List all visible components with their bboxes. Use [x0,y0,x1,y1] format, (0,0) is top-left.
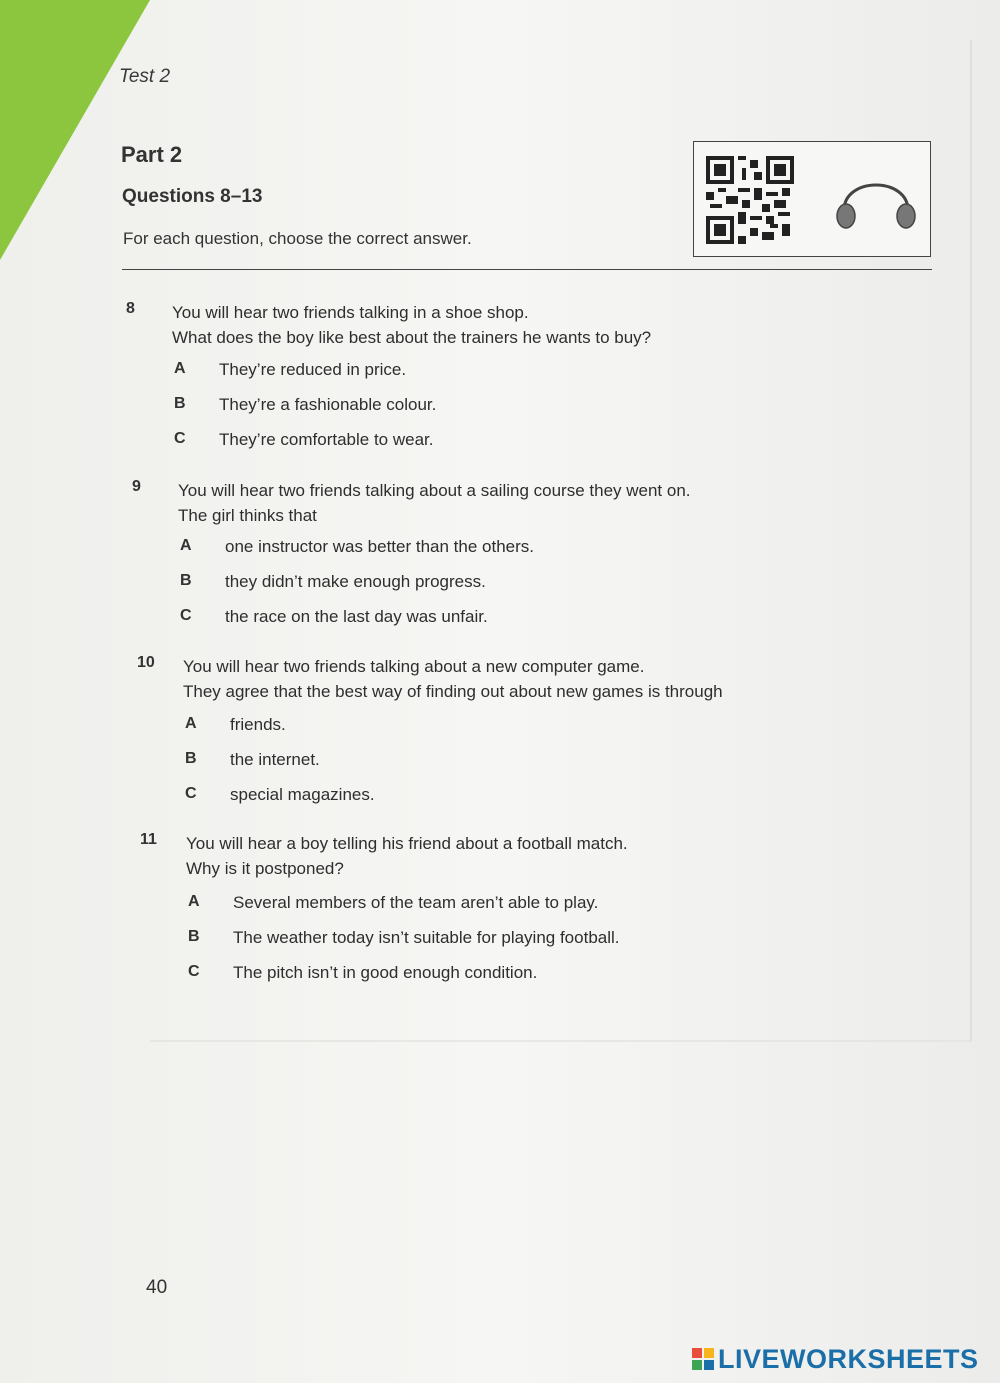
question-line-1: You will hear two friends talking about a sailing course they went on. [178,481,691,500]
option-text: The pitch isn’t in good enough condition. [233,963,538,982]
question-line-1: You will hear a boy telling his friend about a football match. [186,834,628,853]
question-line-2: What does the boy like best about the trainers he wants to buy? [172,328,652,347]
header-divider [122,269,932,270]
option-text: They’re reduced in price. [219,360,407,379]
liveworksheets-logo-icon [692,1348,714,1370]
option-letter: B [174,395,186,412]
running-head: Test 2 [119,66,171,87]
option-letter: A [174,360,186,377]
question-number: 9 [132,478,141,495]
question-line-2: They agree that the best way of finding out about new games is through [183,682,723,701]
qr-code-icon[interactable] [706,156,794,244]
option-letter: A [188,893,200,910]
headphones-icon [834,162,918,234]
questions-range: Questions 8–13 [122,186,263,207]
instruction-text: For each question, choose the correct answer. [123,229,472,248]
option-text: Several members of the team aren’t able to play. [233,893,599,912]
option-text: the race on the last day was unfair. [225,607,488,626]
option-text: they didn’t make enough progress. [225,572,486,591]
question-number: 11 [140,831,157,848]
question-number: 10 [137,654,155,671]
option-letter: C [174,430,186,447]
question-text [178,478,691,528]
option-text: They’re a fashionable colour. [219,395,437,414]
option-letter: C [185,785,197,802]
question-line-1: You will hear two friends talking about a new computer game. [183,657,645,676]
option-letter: C [180,607,192,624]
part-title: Part 2 [121,142,183,167]
liveworksheets-watermark[interactable] [692,1343,979,1374]
option-letter: A [180,537,192,554]
option-text: special magazines. [230,785,375,804]
question-line-1: You will hear two friends talking in a shoe shop. [172,303,529,322]
option-text: friends. [230,715,286,734]
question-line-2: The girl thinks that [178,506,317,525]
option-letter: A [185,715,197,732]
page-number: 40 [146,1277,168,1298]
option-text: The weather today isn’t suitable for playing football. [233,928,620,947]
question-text [183,654,723,704]
question-line-2: Why is it postponed? [186,859,344,878]
audio-box [693,141,931,257]
option-letter: B [188,928,200,945]
option-letter: B [185,750,197,767]
question-number: 8 [126,300,135,317]
option-text: the internet. [230,750,320,769]
option-letter: C [188,963,200,980]
option-text: They’re comfortable to wear. [219,430,434,449]
watermark-text: LIVEWORKSHEETS [718,1343,979,1374]
question-text [186,831,628,881]
option-text: one instructor was better than the others. [225,537,535,556]
option-letter: B [180,572,192,589]
question-text [172,300,651,350]
